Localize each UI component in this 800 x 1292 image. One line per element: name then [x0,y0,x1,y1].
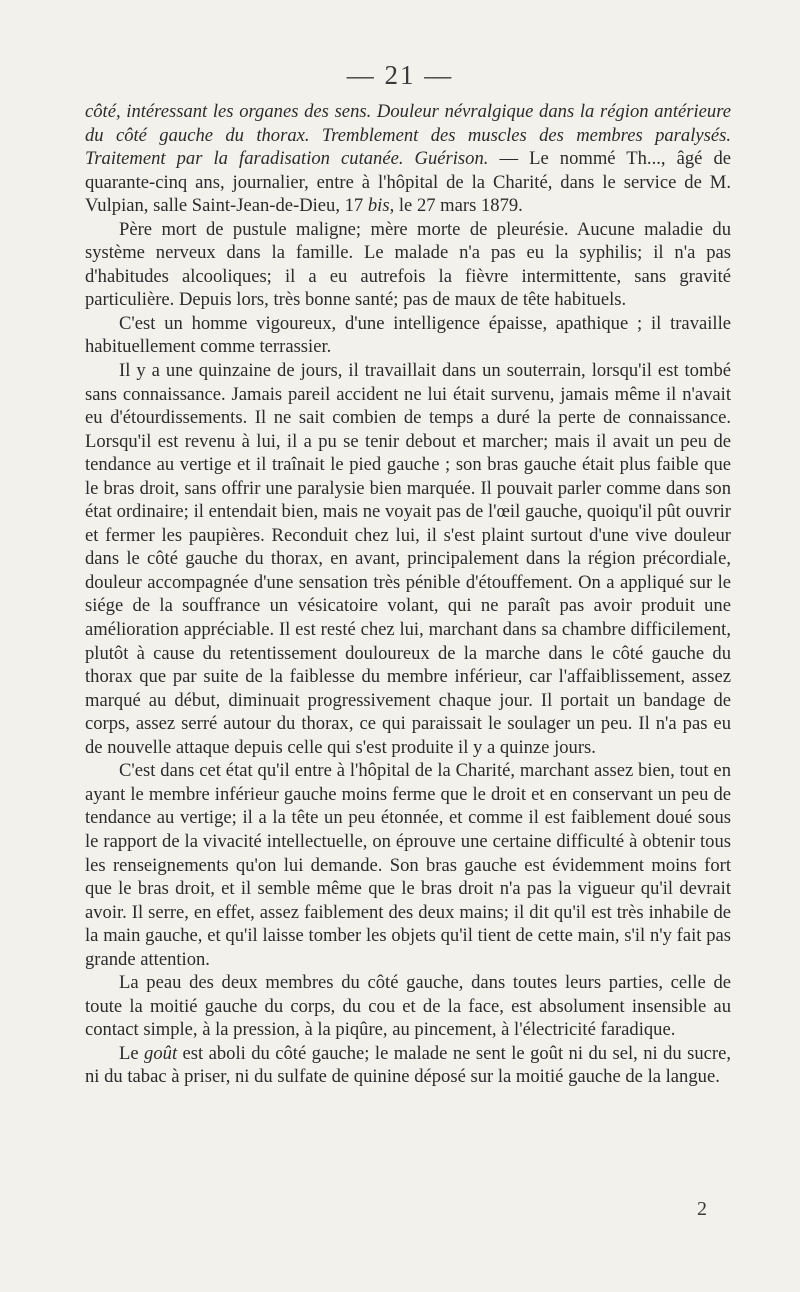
case-intro-paragraph [85,100,731,218]
case-intro-text: — Le nommé Th..., âgé de quarante-cinq ans, journalier, entre à l'hôpital de la Charité, dans le service de M. Vulpian, salle Saint-Jean-de-Dieu, 17 [85,148,731,217]
taste-lead: Le [119,1042,145,1064]
taste-italic: goût [144,1042,178,1064]
case-summary-italic: côté, intéressant les organes des sens. Douleur névralgique dans la région antérieure du côté gauche du thorax. Tremblement des muscles des membres paralysés. Traitement par la faradisation cutanée. Guérison. [85,101,731,170]
case-intro-date: , le 27 mars 1879. [389,195,523,217]
paragraph-admission-state: C'est dans cet état qu'il entre à l'hôpital de la Charité, marchant assez bien, tout en ayant le membre inférieur gauche moins ferme que le droit et en conservant un peu de tendance au vertige; il a la tête un peu étonnée, et comme il est faiblement doué sous le rapport de la vivacité intellectuelle, on éprouve une certaine difficulté à obtenir tous les renseignements qu'on lui demande. Son bras gauche est évidemment moins fort que le bras droit, et il semble même que le bras droit n'a pas la vigueur qu'il devrait avoir. Il serre, en effet, assez faiblement des deux mains; il dit qu'il est très inhabile de la main gauche, et qu'il laisse tomber les objets qu'il tient de cette main, s'il n'y fait pas grande attention. [85,760,731,970]
taste-text: est aboli du côté gauche; le malade ne sent le goût ni du sel, ni du sucre, ni du tabac à priser, ni du sulfate de quinine déposé sur la moitié gauche de la langue. [85,1042,731,1088]
paragraph-family-history: Père mort de pustule maligne; mère morte de pleurésie. Aucune maladie du système nerveux dans la famille. Le malade n'a pas eu la syphilis; il n'a pas d'habitudes alcooliques; il a eu autrefois la fièvre intermittente, sans gravité particulière. Depuis lors, très bonne santé; pas de maux de tête habituels. [85,218,731,311]
paragraph-taste [85,1042,731,1089]
bis-italic: bis [367,195,390,217]
body-text [85,100,731,1089]
paragraph-skin-sensitivity: La peau des deux membres du côté gauche, dans toutes leurs parties, celle de toute la moitié gauche du corps, du cou et de la face, est absolument insensible au contact simple, à la pression, à la piqûre, au pincement, à l'électricité faradique. [85,972,731,1041]
page-number: — 21 — [346,60,454,90]
paragraph-onset: Il y a une quinzaine de jours, il travaillait dans un souterrain, lorsqu'il est tombé sans connaissance. Jamais pareil accident ne lui était survenu, jamais même il n'avait eu d'étourdissements. Il ne sait combien de temps a duré la perte de connaissance. Lorsqu'il est revenu à lui, il a pu se tenir debout et marcher; mais il avait un peu de tendance au vertige et il traînait le pied gauche ; son bras gauche était plus faible que le bras droit, sans offrir une paralysie bien marquée. Il pouvait parler comme dans son état ordinaire; il entendait bien, mais ne voyait pas de l'œil gauche, quoiqu'il pût ouvrir et fermer les paupières. Reconduit chez lui, il s'est plaint surtout d'une vive douleur dans le côté gauche du thorax, en avant, principalement dans la région précordiale, douleur accompagnée d'une sensation très pénible d'étouffement. On a appliqué sur le siége de la souffrance un vésicatoire volant, qui ne paraît pas avoir produit une amélioration appréciable. Il est resté chez lui, marchant dans sa chambre difficilement, plutôt à cause du retentissement douloureux de la marche dans le côté gauche du thorax que par suite de la faiblesse du membre inférieur, car l'affaiblissement, assez marqué au début, diminuait progressivement chaque jour. Il portait un bandage de corps, assez serré autour du thorax, ce qui paraissait le soulager un peu. Il n'a pas eu de nouvelle attaque depuis celle qui s'est produite il y a quinze jours. [85,360,731,758]
paragraph-patient-description: C'est un homme vigoureux, d'une intelligence épaisse, apathique ; il travaille habituellement comme terrassier. [85,312,731,358]
signature-mark: 2 [697,1198,707,1220]
